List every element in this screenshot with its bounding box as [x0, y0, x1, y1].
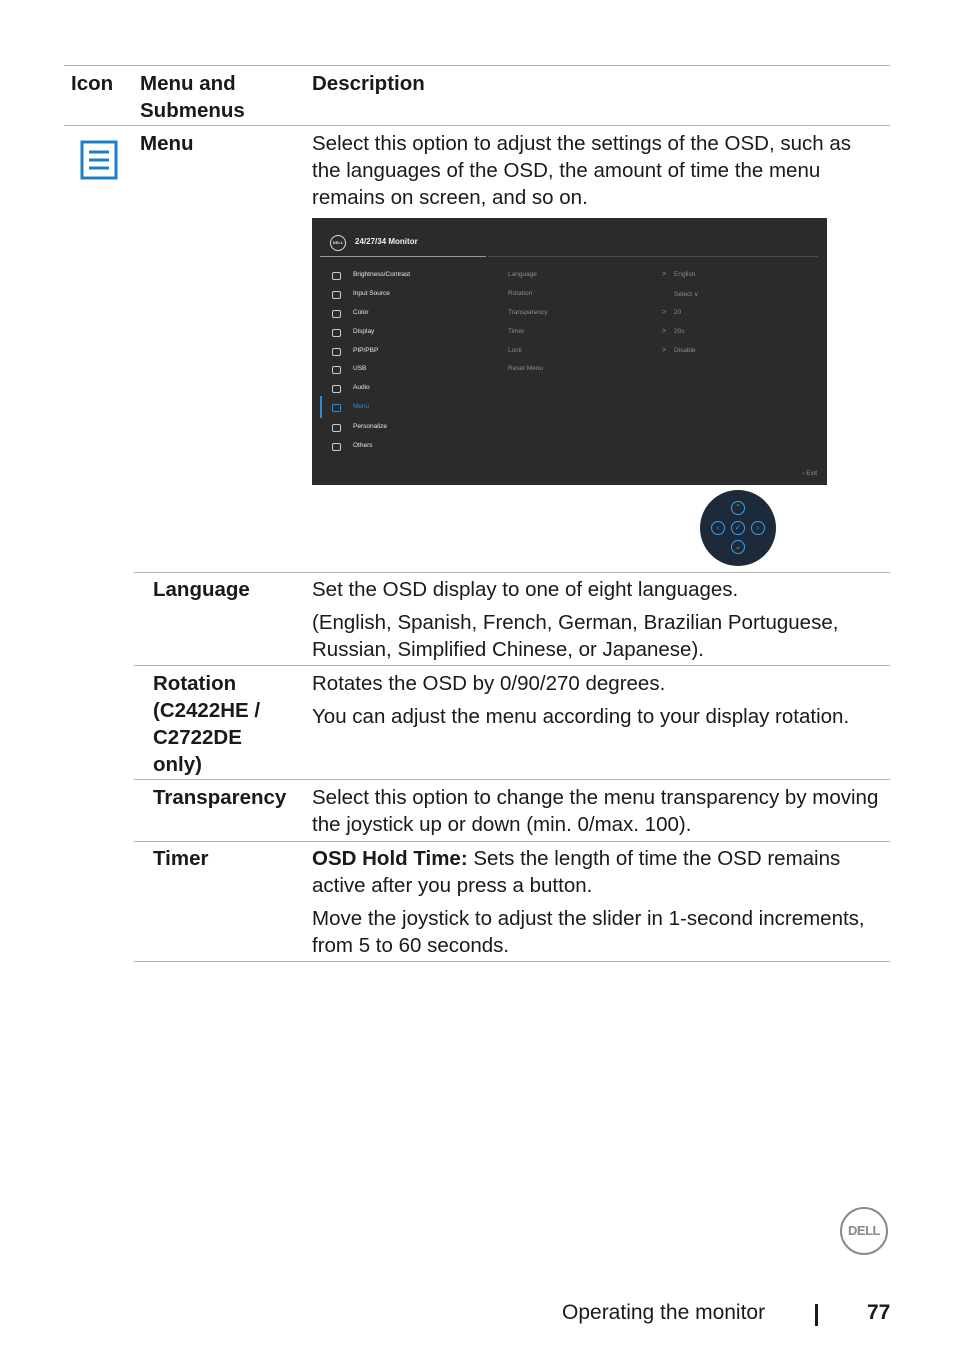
row-rule-language	[134, 572, 890, 573]
header-menu: Menu and Submenus	[140, 72, 245, 122]
osd-menu-audio[interactable]	[332, 383, 492, 397]
osd-sub-language[interactable]: Language	[508, 271, 537, 278]
osd-menu-label: Audio	[353, 384, 370, 391]
page-number: 77	[867, 1301, 891, 1324]
osd-screenshot	[312, 218, 827, 485]
submenu-transparency: Transparency	[153, 786, 287, 809]
joystick-graphic	[700, 490, 776, 566]
usb-icon	[332, 366, 341, 374]
transparency-desc-line-1: Select this option to change the menu transparency by moving the joystick up or down (min. 0/max. 100).	[312, 786, 879, 836]
timer-desc-line-1	[312, 845, 882, 899]
table-bottom-rule	[134, 961, 890, 962]
osd-menu-pip-pbp[interactable]	[332, 346, 492, 360]
chevron-right-icon: >	[662, 271, 667, 278]
star-icon	[332, 424, 341, 432]
rotation-description	[312, 670, 882, 730]
osd-header-rule-dim	[488, 256, 818, 257]
language-desc-line-2: (English, Spanish, French, German, Brazilian Portuguese, Russian, Simplified Chinese, or Japanese).	[312, 611, 839, 661]
osd-model-title: 24/27/34 Monitor	[355, 237, 418, 246]
speaker-icon	[332, 385, 341, 393]
submenu-timer: Timer	[153, 847, 209, 870]
osd-value-lock: Disable	[674, 347, 696, 354]
osd-exit-button[interactable]: ‹ Exit	[802, 470, 817, 477]
osd-value-transparency: 20	[674, 309, 682, 316]
osd-menu-label: Display	[353, 328, 375, 335]
row-rule-timer	[134, 841, 890, 842]
rotation-desc-line-2: You can adjust the menu according to your display rotation.	[312, 705, 850, 728]
submenu-rotation: Rotation (C2422HE / C2722DE only)	[153, 672, 261, 776]
menu-icon	[332, 404, 341, 412]
osd-sub-rotation[interactable]: Rotation	[508, 290, 533, 297]
osd-menu-menu[interactable]	[332, 402, 492, 416]
menu-list-icon	[80, 140, 118, 180]
timer-desc-line-2: Move the joystick to adjust the slider in 1-second increments, from 5 to 60 seconds.	[312, 907, 865, 957]
rotation-desc-line-1: Rotates the OSD by 0/90/270 degrees.	[312, 672, 666, 695]
table-top-rule	[64, 65, 890, 66]
osd-menu-label: Menu	[353, 403, 370, 410]
others-icon	[332, 443, 341, 451]
footer-separator	[815, 1304, 818, 1326]
osd-value-language: English	[674, 271, 696, 278]
osd-sub-lock[interactable]: Lock	[508, 347, 522, 354]
osd-menu-color[interactable]	[332, 308, 492, 322]
row-rule-transparency	[134, 779, 890, 780]
display-icon	[332, 329, 341, 337]
osd-hold-time-text: Sets the length of time the OSD remains active after you press a button.	[312, 847, 841, 897]
dell-logo: DELL	[840, 1207, 888, 1255]
transparency-description	[312, 784, 882, 838]
osd-active-indicator	[320, 396, 322, 418]
osd-sub-timer[interactable]: Timer	[508, 328, 525, 335]
language-description	[312, 576, 882, 663]
chevron-right-icon: >	[662, 328, 667, 335]
joystick-center-icon: ✓	[731, 521, 745, 535]
sun-icon	[332, 272, 341, 280]
osd-menu-display[interactable]	[332, 327, 492, 341]
osd-value-rotation: Select ∨	[674, 291, 699, 298]
osd-hold-time-label: OSD Hold Time:	[312, 847, 468, 870]
osd-sub-reset-menu[interactable]: Reset Menu	[508, 365, 544, 372]
pip-icon	[332, 348, 341, 356]
chevron-right-icon: >	[662, 309, 667, 316]
osd-sub-transparency[interactable]: Transparency	[508, 309, 548, 316]
menu-title: Menu	[140, 132, 194, 155]
osd-menu-label: Input Source	[353, 290, 390, 297]
joystick-down-icon: ⌄	[731, 540, 745, 554]
osd-menu-label: Color	[353, 309, 369, 316]
osd-header-rule	[320, 256, 486, 257]
header-bottom-rule	[64, 125, 890, 126]
osd-menu-input-source[interactable]	[332, 289, 492, 303]
osd-menu-brightness-contrast[interactable]	[332, 270, 492, 284]
osd-menu-label: Others	[353, 442, 373, 449]
timer-description	[312, 845, 882, 959]
joystick-right-icon: ›	[751, 521, 765, 535]
footer-section-title: Operating the monitor	[562, 1301, 766, 1324]
osd-menu-label: Personalize	[353, 423, 387, 430]
header-description: Description	[312, 72, 425, 95]
osd-menu-label: USB	[353, 365, 367, 372]
joystick-left-icon: ‹	[711, 521, 725, 535]
input-icon	[332, 291, 341, 299]
osd-menu-label: Brightness/Contrast	[353, 271, 411, 278]
color-icon	[332, 310, 341, 318]
osd-menu-personalize[interactable]	[332, 422, 492, 436]
header-icon: Icon	[71, 72, 114, 95]
submenu-language: Language	[153, 578, 250, 601]
osd-dell-logo: DELL	[330, 235, 346, 251]
chevron-right-icon: >	[662, 347, 667, 354]
language-desc-line-1: Set the OSD display to one of eight languages.	[312, 578, 739, 601]
row-rule-rotation	[134, 665, 890, 666]
menu-description: Select this option to adjust the settings of the OSD, such as the languages of the OSD, the amount of time the menu remains on screen, and so on.	[312, 132, 851, 209]
joystick-up-icon: ⌃	[731, 501, 745, 515]
osd-menu-usb[interactable]	[332, 364, 492, 378]
osd-menu-label: PIP/PBP	[353, 347, 379, 354]
osd-menu-others[interactable]	[332, 441, 492, 455]
osd-value-timer: 20s	[674, 328, 685, 335]
